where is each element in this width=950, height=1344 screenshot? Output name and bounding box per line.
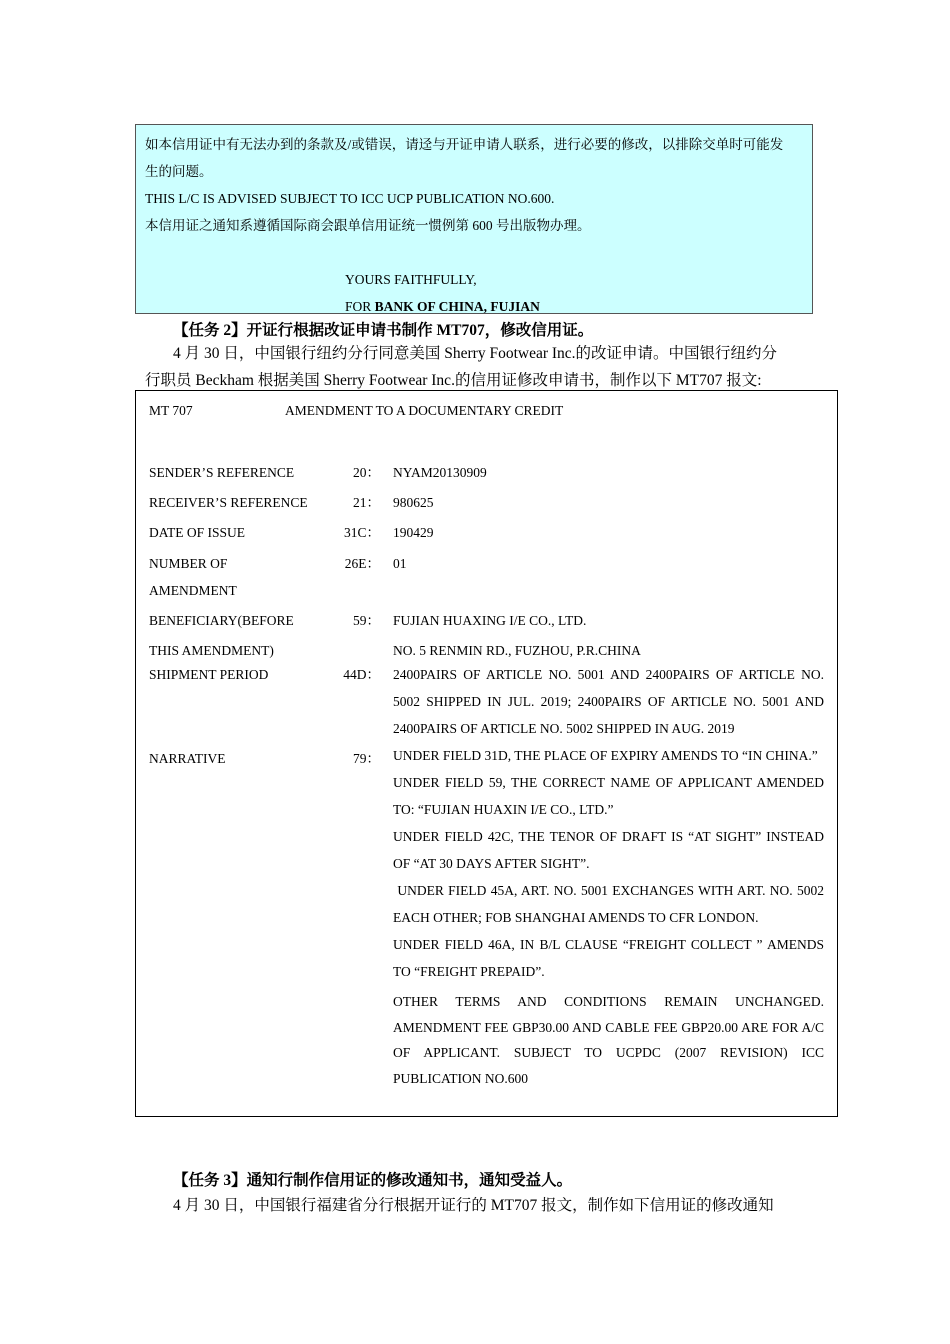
field-label xyxy=(149,550,329,604)
notice-line: 本信用证之通知系遵循国际商会跟单信用证统一惯例第 600 号出版物办理。 xyxy=(145,218,591,233)
narrative-item: UNDER FIELD 46A, IN B/L CLAUSE “FREIGHT COLLECT ” AMENDS TO “FREIGHT PREPAID”. xyxy=(393,937,824,979)
field-value: NYAM20130909 xyxy=(393,465,487,480)
value-line: NO. 5 RENMIN RD., FUZHOU, P.R.CHINA xyxy=(393,643,641,658)
field-label: SENDER’S REFERENCE xyxy=(149,465,295,480)
field-tag: 31C： xyxy=(343,525,380,540)
field-label: NARRATIVE xyxy=(149,751,226,766)
narrative-item: OTHER TERMS AND CONDITIONS REMAIN UNCHANGED. AMENDMENT FEE GBP30.00 AND CABLE FEE GBP20.00 ARE FOR A/C OF APPLICANT. SUBJECT TO UCPDC (2007 REVISION) ICC PUBLICATION NO.600 xyxy=(393,994,824,1086)
mt707-header xyxy=(149,403,564,419)
para-line: 行职员 Beckham 根据美国 Sherry Footwear Inc.的信用证修改申请书，制作以下 MT707 报文: xyxy=(145,372,762,389)
bank-name: BANK OF CHINA, FUJIAN xyxy=(374,299,540,314)
mt707-message-box xyxy=(135,390,838,1117)
label-line: NUMBER OF xyxy=(149,556,228,571)
signature-line xyxy=(145,293,804,320)
field-tag: 44D： xyxy=(343,667,380,682)
field-tag: 20： xyxy=(353,465,380,480)
task3-title: 【任务 3】通知行制作信用证的修改通知书，通知受益人。 xyxy=(173,1172,573,1189)
notice-line: 生的问题。 xyxy=(145,164,213,179)
field-value: 190429 xyxy=(393,525,434,540)
notice-line: 如本信用证中有无法办到的条款及/或错误，请迳与开证申请人联系，进行必要的修改，以排除交单时可能发 xyxy=(145,137,784,152)
para-line: 4 月 30 日，中国银行纽约分行同意美国 Sherry Footwear Inc.的改证申请。中国银行纽约分 xyxy=(173,345,778,362)
field-value xyxy=(393,606,824,666)
field-label: DATE OF ISSUE xyxy=(149,525,246,540)
field-value: 01 xyxy=(393,556,407,571)
notice-line: THIS L/C IS ADVISED SUBJECT TO ICC UCP PUBLICATION NO.600. xyxy=(145,191,555,206)
narrative-item: UNDER FIELD 45A, ART. NO. 5001 EXCHANGES WITH ART. NO. 5002 EACH OTHER; FOB SHANGHAI AMENDS TO CFR LONDON. xyxy=(393,883,828,925)
task3-paragraph xyxy=(145,1192,815,1219)
field-tag: 26E： xyxy=(344,556,380,571)
field-label xyxy=(149,606,329,666)
closing-text: YOURS FAITHFULLY, xyxy=(345,272,477,287)
narrative-item: UNDER FIELD 59, THE CORRECT NAME OF APPLICANT AMENDED TO: “FUJIAN HUAXIN I/E CO., LTD.” xyxy=(393,775,824,817)
task2-paragraph xyxy=(145,340,815,394)
field-value: 2400PAIRS OF ARTICLE NO. 5001 AND 2400PAIRS OF ARTICLE NO. 5002 SHIPPED IN JUL. 2019; 2400PAIRS OF ARTICLE NO. 5001 AND 2400PAIRS OF ARTICLE NO. 5002 SHIPPED IN AUG. 2019 xyxy=(393,667,824,736)
field-label: RECEIVER’S REFERENCE xyxy=(149,495,308,510)
label-line: THIS AMENDMENT) xyxy=(149,643,274,658)
mt707-code: MT 707 xyxy=(149,403,193,418)
narrative-item: UNDER FIELD 42C, THE TENOR OF DRAFT IS “AT SIGHT” INSTEAD OF “AT 30 DAYS AFTER SIGHT”. xyxy=(393,829,824,871)
narrative-item: UNDER FIELD 31D, THE PLACE OF EXPIRY AMENDS TO “IN CHINA.” xyxy=(393,748,818,763)
field-tag: 59： xyxy=(353,613,380,628)
field-tag: 79： xyxy=(353,751,380,766)
label-line: AMENDMENT xyxy=(149,583,237,598)
task2-title: 【任务 2】开证行根据改证申请书制作 MT707，修改信用证。 xyxy=(173,322,594,339)
field-tag: 21： xyxy=(353,495,380,510)
field-value: 980625 xyxy=(393,495,434,510)
field-label: SHIPMENT PERIOD xyxy=(149,667,269,682)
label-line: BENEFICIARY(BEFORE xyxy=(149,613,294,628)
value-line: FUJIAN HUAXING I/E CO., LTD. xyxy=(393,613,587,628)
narrative-value xyxy=(393,742,828,1091)
for-prefix: FOR xyxy=(345,299,375,314)
mt707-title: AMENDMENT TO A DOCUMENTARY CREDIT xyxy=(285,403,564,418)
para-line: 4 月 30 日，中国银行福建省分行根据开证行的 MT707 报文，制作如下信用证的修改通知 xyxy=(173,1197,774,1214)
advice-notice-box xyxy=(135,124,813,314)
